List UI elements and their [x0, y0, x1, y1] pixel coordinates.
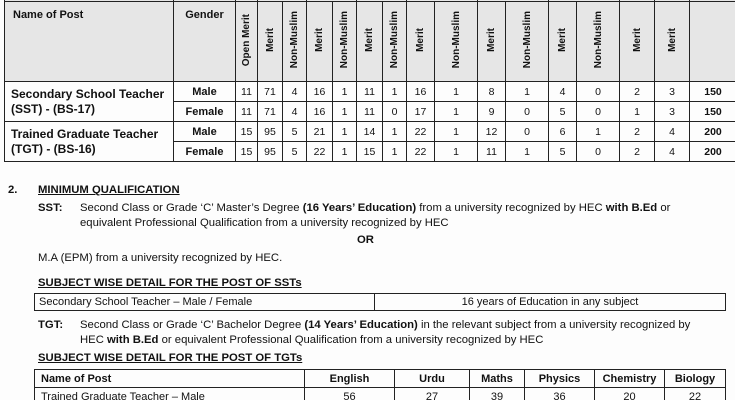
quota-cell: 3 — [655, 102, 690, 122]
quota-cell: 17 — [407, 102, 435, 122]
sst-requirement-line: Second Class or Grade ‘C’ Master’s Degree (16 Years’ Education) from a university recognized by HEC with B.Ed or — [80, 202, 671, 214]
quota-cell: 1 — [435, 102, 478, 122]
quota-cell: 4 — [283, 82, 307, 102]
tgt-cell: 56 — [305, 388, 395, 400]
total-cell: 200 — [690, 122, 735, 142]
tgt-subject-table — [34, 369, 726, 400]
quota-cell: 0 — [383, 102, 407, 122]
tgt-header-cell: Urdu — [395, 370, 470, 388]
quota-cell: 4 — [655, 122, 690, 142]
column-header: Non-Muslim — [383, 2, 407, 82]
quota-cell: 22 — [407, 142, 435, 162]
quota-cell: 1 — [435, 122, 478, 142]
quota-cell: 15 — [236, 122, 258, 142]
column-header: Non-Muslim — [506, 2, 549, 82]
column-header: Non-Muslim — [283, 2, 307, 82]
quota-cell: 5 — [549, 102, 577, 122]
section-number: 2. — [8, 184, 18, 196]
quota-cell: 11 — [478, 142, 506, 162]
quota-cell: 1 — [577, 122, 620, 142]
column-header: Non-Muslim — [577, 2, 620, 82]
tgt-cell: Trained Graduate Teacher – Male — [35, 388, 305, 400]
quota-cell: 15 — [357, 142, 383, 162]
quota-cell: 1 — [435, 82, 478, 102]
column-header: Merit — [307, 2, 333, 82]
quota-cell: 1 — [435, 142, 478, 162]
tgt-label: TGT: — [38, 319, 64, 331]
quota-cell: 0 — [577, 102, 620, 122]
quota-cell: 11 — [236, 82, 258, 102]
gender-cell: Male — [174, 82, 236, 102]
quota-cell: 1 — [506, 142, 549, 162]
quota-cell: 95 — [258, 122, 283, 142]
tgt-header-cell: Chemistry — [595, 370, 665, 388]
gender-cell: Female — [174, 102, 236, 122]
quota-cell: 1 — [620, 102, 655, 122]
quota-cell: 11 — [236, 102, 258, 122]
tgt-cell: 20 — [595, 388, 665, 400]
total-cell: 150 — [690, 102, 735, 122]
quota-cell: 1 — [333, 122, 357, 142]
ma-epm-line: M.A (EPM) from a university recognized by HEC. — [38, 252, 283, 264]
quota-cell: 12 — [478, 122, 506, 142]
quota-cell: 8 — [478, 82, 506, 102]
quota-cell: 1 — [506, 82, 549, 102]
sst-post-cell: Secondary School Teacher – Male / Female — [35, 294, 375, 311]
quota-cell: 4 — [655, 142, 690, 162]
quota-cell: 5 — [283, 142, 307, 162]
column-header: Merit — [478, 2, 506, 82]
quota-cell: 1 — [383, 122, 407, 142]
quota-cell: 1 — [333, 142, 357, 162]
quota-cell: 5 — [283, 122, 307, 142]
tgt-header-cell: Biology — [665, 370, 726, 388]
sst-label: SST: — [38, 202, 63, 214]
quota-cell: 11 — [357, 82, 383, 102]
gender-cell: Female — [174, 142, 236, 162]
quota-cell: 9 — [478, 102, 506, 122]
quota-cell: 6 — [549, 122, 577, 142]
quota-cell: 1 — [383, 142, 407, 162]
tgt-subject-heading: SUBJECT WISE DETAIL FOR THE POST OF TGTs — [38, 352, 303, 364]
quota-cell: 14 — [357, 122, 383, 142]
quota-cell: 2 — [620, 122, 655, 142]
quota-cell: 5 — [549, 142, 577, 162]
quota-cell: 16 — [407, 82, 435, 102]
sst-requirement-line-2: equivalent Professional Qualification from a university recognized by HEC — [80, 217, 449, 229]
quota-cell: 15 — [236, 142, 258, 162]
quota-cell: 0 — [506, 102, 549, 122]
table-header-row — [5, 2, 735, 82]
quota-cell: 16 — [307, 102, 333, 122]
vacancy-table — [4, 0, 735, 162]
quota-cell: 1 — [333, 102, 357, 122]
quota-cell: 2 — [620, 142, 655, 162]
tgt-header-cell: English — [305, 370, 395, 388]
or-separator: OR — [357, 234, 374, 246]
quota-cell: 4 — [549, 82, 577, 102]
quota-cell: 0 — [577, 142, 620, 162]
quota-cell: 95 — [258, 142, 283, 162]
quota-cell: 71 — [258, 82, 283, 102]
quota-cell: 1 — [383, 82, 407, 102]
tgt-header-cell: Maths — [470, 370, 525, 388]
column-header: Open Merit — [236, 2, 258, 82]
quota-cell: 71 — [258, 102, 283, 122]
table-row — [5, 122, 735, 142]
quota-cell: 16 — [307, 82, 333, 102]
sst-subject-heading: SUBJECT WISE DETAIL FOR THE POST OF SSTs — [38, 277, 302, 289]
tgt-cell: 22 — [665, 388, 726, 400]
tgt-header-cell: Physics — [525, 370, 595, 388]
quota-cell: 2 — [620, 82, 655, 102]
tgt-header-cell: Name of Post — [35, 370, 305, 388]
post-name-cell: Secondary School Teacher (SST) - (BS-17) — [5, 82, 174, 122]
column-header-total — [690, 2, 735, 82]
quota-cell: 4 — [283, 102, 307, 122]
column-header: Merit — [357, 2, 383, 82]
table-row — [5, 82, 735, 102]
post-name-cell: Trained Graduate Teacher (TGT) - (BS-16) — [5, 122, 174, 162]
header-name-of-post: Name of Post — [5, 2, 174, 82]
tgt-requirement-line: Second Class or Grade ‘C’ Bachelor Degree (14 Years’ Education) in the relevant subject from a university recognized by — [80, 319, 691, 331]
tgt-requirement-line-2: HEC with B.Ed or equivalent Professional Qualification from a university recognized by HEC — [80, 334, 544, 346]
sst-education-cell: 16 years of Education in any subject — [375, 294, 726, 311]
column-header: Non-Muslim — [435, 2, 478, 82]
total-cell: 150 — [690, 82, 735, 102]
total-cell: 200 — [690, 142, 735, 162]
sst-subject-table — [34, 293, 726, 311]
quota-cell: 22 — [407, 122, 435, 142]
header-gender: Gender — [174, 2, 236, 82]
column-header: Merit — [258, 2, 283, 82]
tgt-cell: 39 — [470, 388, 525, 400]
gender-cell: Male — [174, 122, 236, 142]
quota-cell: 22 — [307, 142, 333, 162]
column-header: Merit — [620, 2, 655, 82]
quota-cell: 21 — [307, 122, 333, 142]
tgt-subject-row — [35, 388, 726, 400]
tgt-cell: 36 — [525, 388, 595, 400]
section-heading: MINIMUM QUALIFICATION — [38, 184, 180, 196]
column-header: Non-Muslim — [333, 2, 357, 82]
column-header: Merit — [407, 2, 435, 82]
quota-cell: 0 — [506, 122, 549, 142]
quota-cell: 0 — [577, 82, 620, 102]
column-header: Merit — [549, 2, 577, 82]
quota-cell: 1 — [333, 82, 357, 102]
tgt-subject-header-row — [35, 370, 726, 388]
quota-cell: 11 — [357, 102, 383, 122]
tgt-cell: 27 — [395, 388, 470, 400]
quota-cell: 3 — [655, 82, 690, 102]
column-header: Merit — [655, 2, 690, 82]
